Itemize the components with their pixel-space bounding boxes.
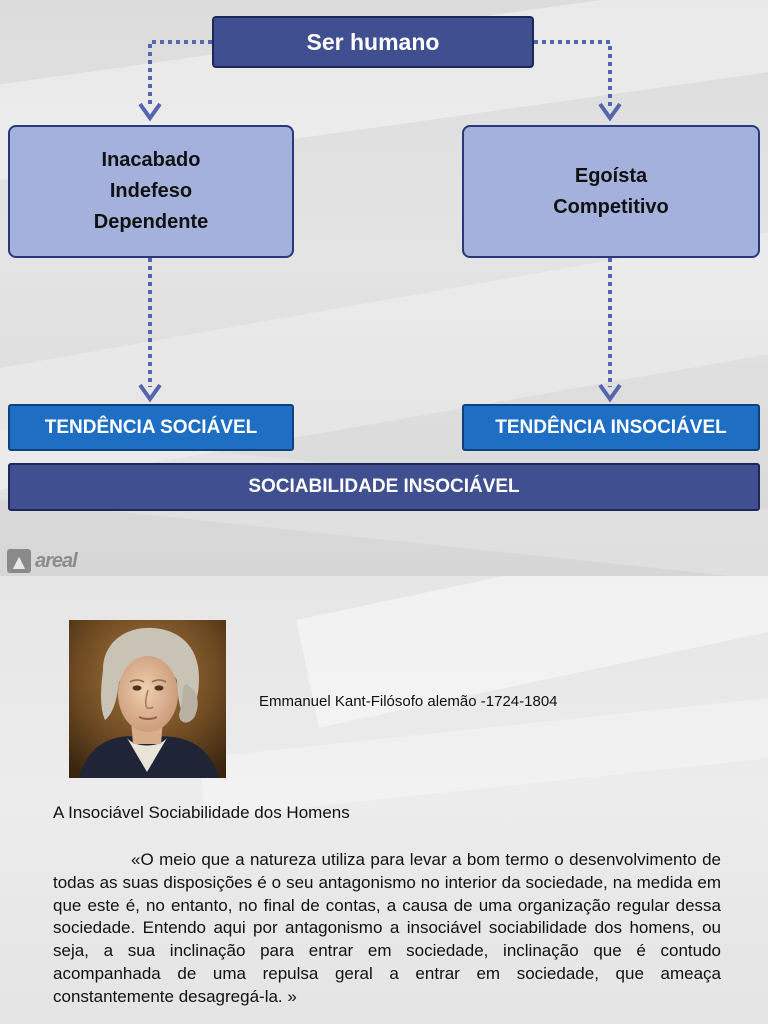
logo-text: areal: [35, 549, 77, 572]
section-heading: A Insociável Sociabilidade dos Homens: [53, 803, 350, 822]
arrowhead-right-down: [600, 385, 620, 399]
ser-humano-box: Ser humano: [212, 16, 534, 68]
areal-logo-icon: ▲: [7, 549, 31, 573]
trait-label: Inacabado: [101, 149, 201, 171]
kant-quote: «O meio que a natureza utiliza para levar a bom termo o desenvolvimento de todas as suas disposições é o seu antagonismo no interior da sociedade, na medida em que este é, no entanto, no final de contas, a causa de uma organização regular dessa sociedade. Entendo aqui por antagonismo a insociável sociabilidade dos homens, ou seja, a sua inclinação para entrar em sociedade, inclinação que é contudo acompanhada de uma repulsa geral a entrar em sociedade, que ameaça constantemente desagregá-la. »: [53, 850, 721, 1006]
trait-label: Egoísta: [574, 164, 648, 187]
trait-label: Dependente: [93, 211, 209, 233]
arrow-top-right: [534, 42, 610, 108]
arrowhead-top-left: [140, 104, 160, 118]
trait-label: Indefeso: [109, 180, 193, 202]
tendencia-sociavel-box: TENDÊNCIA SOCIÁVEL: [8, 404, 294, 451]
arrow-top-left: [150, 42, 212, 108]
portrait-caption: Emmanuel Kant-Filósofo alemão -1724-1804: [259, 693, 558, 710]
arrowhead-top-right: [600, 104, 620, 118]
right-traits-box: [462, 125, 760, 258]
tendencia-insociavel-box: TENDÊNCIA INSOCIÁVEL: [462, 404, 760, 451]
left-traits-box: [8, 125, 294, 258]
kant-slide: [0, 576, 768, 1024]
publisher-logo: [7, 548, 77, 574]
arrowhead-left-down: [140, 385, 160, 399]
trait-label: Competitivo: [553, 195, 669, 218]
kant-portrait: [69, 620, 226, 778]
sociabilidade-insociavel-box: SOCIABILIDADE INSOCIÁVEL: [8, 463, 760, 511]
